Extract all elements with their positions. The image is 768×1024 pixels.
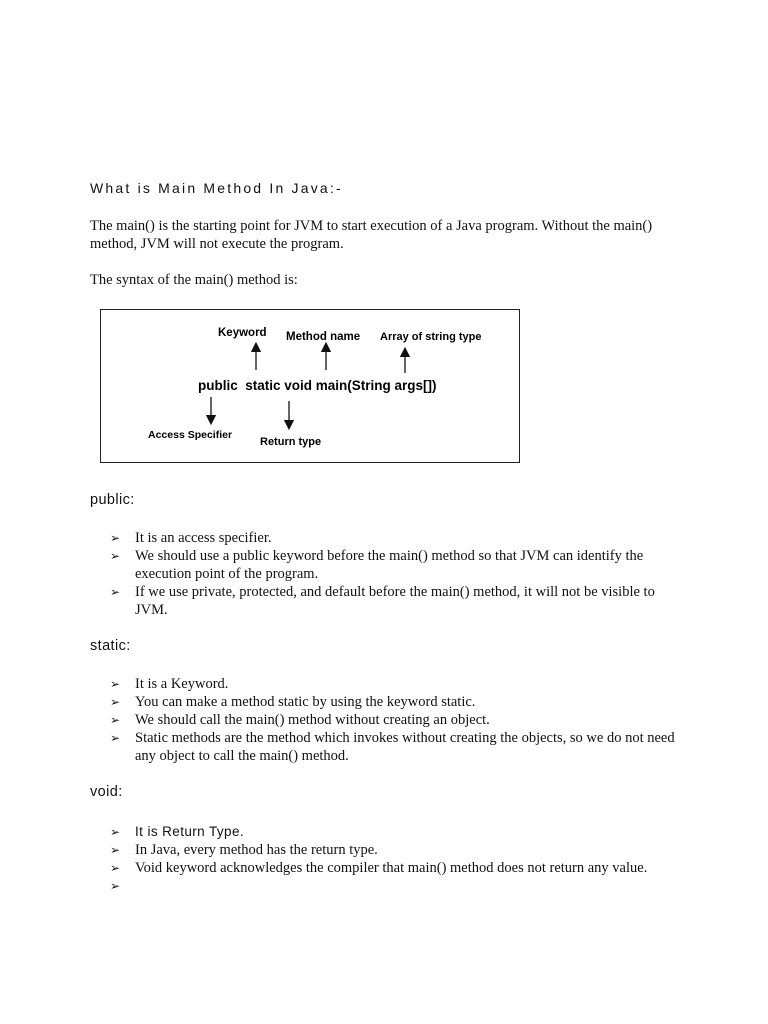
bullet-arrow-icon: ➢ <box>110 825 121 839</box>
bullet-arrow-icon: ➢ <box>110 531 121 545</box>
bullet-arrow-icon: ➢ <box>110 861 121 875</box>
return-type-label: Return type <box>260 436 322 448</box>
list-item: ➢ If we use private, protected, and default before the main() method, it will not be visible to JVM. <box>110 584 655 618</box>
public-heading: public: <box>90 492 135 508</box>
void-heading: void: <box>90 784 123 800</box>
bullet-arrow-icon: ➢ <box>110 843 121 857</box>
void-list <box>110 823 680 893</box>
bullet-arrow-icon: ➢ <box>110 549 121 563</box>
static-list <box>110 675 680 765</box>
bullet-arrow-icon: ➢ <box>110 677 121 691</box>
page-title: What is Main Method In Java:- <box>90 180 343 196</box>
syntax-intro: The syntax of the main() method is: <box>90 272 298 288</box>
list-item: ➢ It is Return Type. <box>110 824 244 839</box>
access-specifier-label: Access Specifier <box>148 429 233 441</box>
bullet-arrow-icon: ➢ <box>110 879 121 893</box>
bullet-arrow-icon: ➢ <box>110 731 121 745</box>
public-list <box>110 529 680 619</box>
list-item: ➢ We should use a public keyword before the main() method so that JVM can identify the execution point of the program. <box>110 548 644 582</box>
list-item: ➢ In Java, every method has the return type. <box>110 842 378 858</box>
array-type-label: Array of string type <box>380 331 482 343</box>
list-item: ➢ We should call the main() method without creating an object. <box>110 712 490 728</box>
syntax-diagram-svg <box>101 310 521 464</box>
bullet-arrow-icon: ➢ <box>110 695 121 709</box>
bullet-arrow-icon: ➢ <box>110 585 121 599</box>
method-name-label: Method name <box>286 331 361 343</box>
syntax-diagram <box>100 309 520 463</box>
list-item: ➢ It is a Keyword. <box>110 676 229 692</box>
list-item: ➢ You can make a method static by using the keyword static. <box>110 694 476 710</box>
main-method-signature: public static void main(String args[]) <box>198 378 437 393</box>
keyword-label: Keyword <box>218 327 267 339</box>
list-item: ➢ It is an access specifier. <box>110 530 272 546</box>
intro-paragraph: The main() is the starting point for JVM to start execution of a Java program. Without the main() method, JVM will not execute the program. <box>90 218 653 252</box>
static-heading: static: <box>90 638 131 654</box>
list-item: ➢ Void keyword acknowledges the compiler that main() method does not return any value. <box>110 860 648 876</box>
list-item: ➢ Static methods are the method which invokes without creating the objects, so we do not need any object to call the main() method. <box>110 730 675 764</box>
bullet-arrow-icon: ➢ <box>110 713 121 727</box>
